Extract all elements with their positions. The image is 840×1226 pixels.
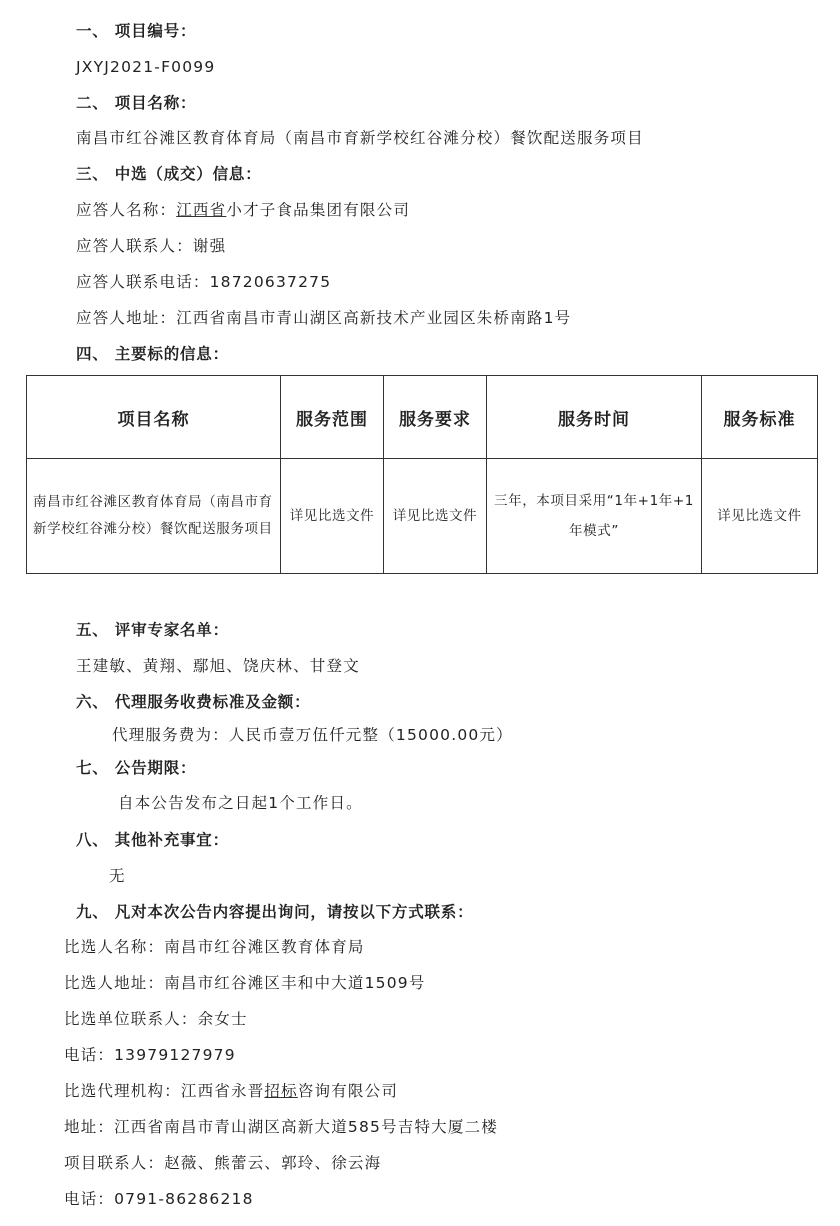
section-5-heading: 五、 评审专家名单： (76, 621, 229, 639)
section-8-heading: 八、 其他补充事宜： (76, 831, 229, 849)
other-matters: 无 (109, 867, 126, 885)
section-7-heading: 七、 公告期限： (76, 759, 197, 777)
agency-name (64, 1081, 398, 1101)
project-number: JXYJ2021-F0099 (76, 58, 216, 76)
bidder-name-rest: 小才子食品集团有限公司 (226, 201, 411, 219)
section-9-heading: 九、 凡对本次公告内容提出询问，请按以下方式联系： (76, 903, 474, 921)
table-cell: 三年，本项目采用“1年+1年+1年模式” (487, 459, 702, 574)
agency-address: 地址：江西省南昌市青山湖区高新大道585号吉特大厦二楼 (64, 1118, 498, 1136)
section-4-heading: 四、 主要标的信息： (76, 345, 229, 363)
section-2-heading: 二、 项目名称： (76, 94, 197, 112)
subject-info-table (26, 375, 818, 574)
agency-fee: 代理服务费为：人民币壹万伍仟元整（15000.00元） (112, 726, 513, 744)
buyer-name: 比选人名称：南昌市红谷滩区教育体育局 (64, 938, 365, 956)
agency-contacts: 项目联系人：赵薇、熊蕾云、郭玲、徐云海 (64, 1154, 382, 1172)
table-cell: 详见比选文件 (384, 459, 487, 574)
section-6-heading: 六、 代理服务收费标准及金额： (76, 693, 311, 711)
section-1-heading: 一、 项目编号： (76, 22, 197, 40)
bidder-phone: 应答人联系电话：18720637275 (76, 273, 332, 291)
project-name: 南昌市红谷滩区教育体育局（南昌市育新学校红谷滩分校）餐饮配送服务项目 (76, 129, 644, 147)
buyer-phone: 电话：13979127979 (64, 1046, 236, 1064)
bidder-name-label: 应答人名称： (76, 201, 177, 219)
table-row (27, 459, 818, 574)
table-header-row (27, 376, 818, 459)
buyer-contact: 比选单位联系人：余女士 (64, 1010, 248, 1028)
bidder-name-underlined: 江西省 (176, 201, 227, 219)
agency-name-underlined: 招标 (264, 1082, 298, 1100)
bidder-address: 应答人地址：江西省南昌市青山湖区高新技术产业园区朱桥南路1号 (76, 309, 572, 327)
notice-period: 自本公告发布之日起1个工作日。 (118, 794, 363, 812)
table-cell: 详见比选文件 (702, 459, 818, 574)
expert-list: 王建敏、黄翔、鄢旭、饶庆林、甘登文 (76, 657, 360, 675)
agency-phone: 电话：0791-86286218 (64, 1190, 254, 1208)
agency-name-rest: 咨询有限公司 (297, 1082, 399, 1100)
table-header-cell: 服务时间 (487, 376, 702, 459)
buyer-address: 比选人地址：南昌市红谷滩区丰和中大道1509号 (64, 974, 426, 992)
agency-name-prefix: 比选代理机构：江西省永晋 (64, 1082, 265, 1100)
table-header-cell: 服务标准 (702, 376, 818, 459)
table-cell: 详见比选文件 (281, 459, 384, 574)
table-cell: 南昌市红谷滩区教育体育局（南昌市育新学校红谷滩分校）餐饮配送服务项目 (27, 459, 281, 574)
table-header-cell: 服务范围 (281, 376, 384, 459)
section-3-heading: 三、 中选（成交）信息： (76, 165, 262, 183)
table-header-cell: 项目名称 (27, 376, 281, 459)
bidder-name (76, 200, 410, 220)
table-header-cell: 服务要求 (384, 376, 487, 459)
bidder-contact: 应答人联系人：谢强 (76, 237, 227, 255)
